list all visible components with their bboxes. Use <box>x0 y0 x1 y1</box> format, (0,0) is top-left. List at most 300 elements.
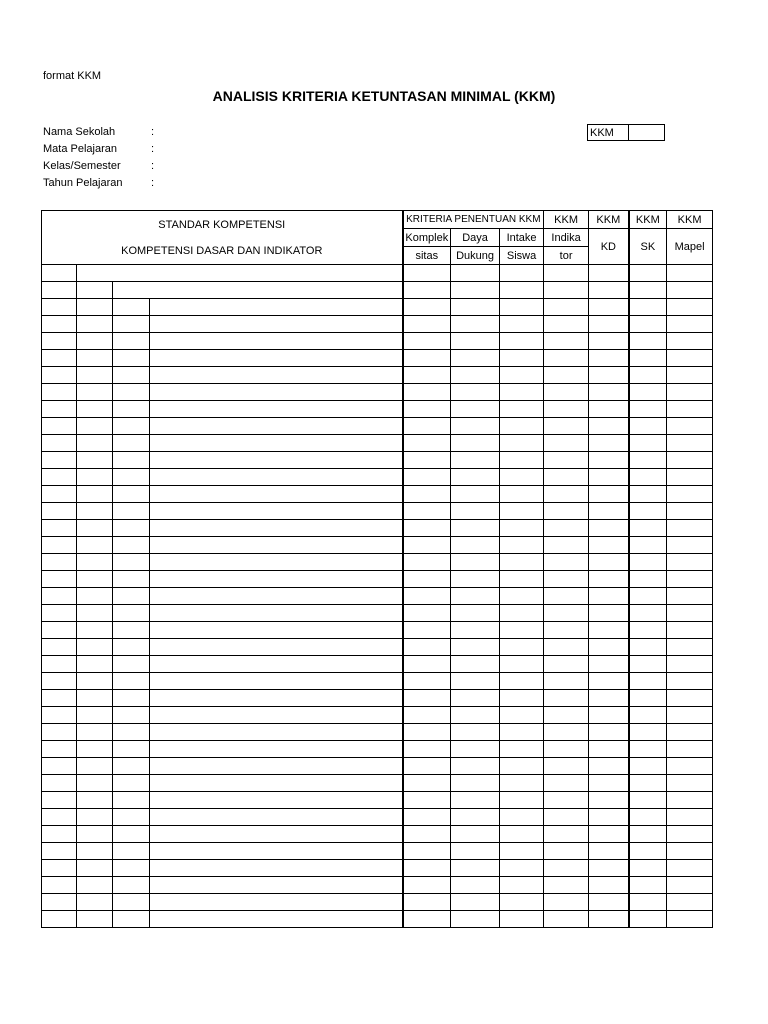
table-cell[interactable] <box>77 894 113 911</box>
table-cell[interactable] <box>451 758 500 775</box>
table-cell[interactable] <box>451 554 500 571</box>
table-cell[interactable] <box>500 503 544 520</box>
table-cell[interactable] <box>150 690 403 707</box>
table-cell[interactable] <box>500 809 544 826</box>
table-cell[interactable] <box>667 775 713 792</box>
table-cell[interactable] <box>403 622 451 639</box>
table-cell[interactable] <box>629 605 667 622</box>
table-cell[interactable] <box>629 877 667 894</box>
table-cell[interactable] <box>403 741 451 758</box>
table-cell[interactable] <box>500 520 544 537</box>
table-cell[interactable] <box>629 826 667 843</box>
table-cell[interactable] <box>451 571 500 588</box>
table-cell[interactable] <box>113 860 150 877</box>
table-cell[interactable] <box>500 826 544 843</box>
table-cell[interactable] <box>589 792 629 809</box>
table-cell[interactable] <box>77 503 113 520</box>
table-cell[interactable] <box>150 809 403 826</box>
table-cell[interactable] <box>667 826 713 843</box>
table-cell[interactable] <box>150 418 403 435</box>
table-cell[interactable] <box>589 452 629 469</box>
table-cell[interactable] <box>544 639 589 656</box>
table-cell[interactable] <box>403 316 451 333</box>
table-cell[interactable] <box>113 622 150 639</box>
table-cell[interactable] <box>589 299 629 316</box>
table-cell[interactable] <box>629 384 667 401</box>
table-cell[interactable] <box>42 690 77 707</box>
table-cell[interactable] <box>667 554 713 571</box>
table-cell[interactable] <box>42 384 77 401</box>
table-cell[interactable] <box>150 775 403 792</box>
table-cell[interactable] <box>667 707 713 724</box>
table-cell[interactable] <box>150 384 403 401</box>
table-cell[interactable] <box>42 588 77 605</box>
table-cell[interactable] <box>544 894 589 911</box>
table-cell[interactable] <box>667 418 713 435</box>
table-cell[interactable] <box>544 418 589 435</box>
table-cell[interactable] <box>667 741 713 758</box>
table-cell[interactable] <box>629 690 667 707</box>
table-cell[interactable] <box>403 265 451 282</box>
table-cell[interactable] <box>42 758 77 775</box>
table-cell[interactable] <box>42 418 77 435</box>
table-cell[interactable] <box>667 571 713 588</box>
table-cell[interactable] <box>667 758 713 775</box>
table-cell[interactable] <box>113 894 150 911</box>
table-cell[interactable] <box>500 758 544 775</box>
table-cell[interactable] <box>42 707 77 724</box>
table-cell[interactable] <box>500 435 544 452</box>
table-cell[interactable] <box>451 877 500 894</box>
table-cell[interactable] <box>77 333 113 350</box>
table-cell[interactable] <box>77 265 403 282</box>
table-cell[interactable] <box>451 724 500 741</box>
table-cell[interactable] <box>77 435 113 452</box>
table-cell[interactable] <box>42 622 77 639</box>
table-cell[interactable] <box>667 316 713 333</box>
table-cell[interactable] <box>544 486 589 503</box>
table-cell[interactable] <box>42 775 77 792</box>
table-cell[interactable] <box>42 894 77 911</box>
table-cell[interactable] <box>500 877 544 894</box>
table-cell[interactable] <box>667 282 713 299</box>
table-cell[interactable] <box>629 520 667 537</box>
table-cell[interactable] <box>42 452 77 469</box>
table-cell[interactable] <box>113 503 150 520</box>
table-cell[interactable] <box>544 469 589 486</box>
table-cell[interactable] <box>403 809 451 826</box>
table-cell[interactable] <box>500 554 544 571</box>
table-cell[interactable] <box>113 299 150 316</box>
table-cell[interactable] <box>77 469 113 486</box>
table-cell[interactable] <box>150 571 403 588</box>
table-cell[interactable] <box>500 316 544 333</box>
table-cell[interactable] <box>42 639 77 656</box>
table-cell[interactable] <box>629 367 667 384</box>
table-cell[interactable] <box>667 894 713 911</box>
table-cell[interactable] <box>629 809 667 826</box>
table-cell[interactable] <box>544 401 589 418</box>
table-cell[interactable] <box>451 775 500 792</box>
table-cell[interactable] <box>451 826 500 843</box>
table-cell[interactable] <box>544 384 589 401</box>
table-cell[interactable] <box>667 367 713 384</box>
table-cell[interactable] <box>667 486 713 503</box>
table-cell[interactable] <box>150 520 403 537</box>
table-cell[interactable] <box>42 333 77 350</box>
table-cell[interactable] <box>150 622 403 639</box>
table-cell[interactable] <box>150 758 403 775</box>
table-cell[interactable] <box>77 724 113 741</box>
table-cell[interactable] <box>451 911 500 928</box>
table-cell[interactable] <box>500 622 544 639</box>
table-cell[interactable] <box>403 469 451 486</box>
table-cell[interactable] <box>150 673 403 690</box>
table-cell[interactable] <box>629 350 667 367</box>
table-cell[interactable] <box>629 316 667 333</box>
table-cell[interactable] <box>589 418 629 435</box>
table-cell[interactable] <box>42 282 77 299</box>
table-cell[interactable] <box>589 537 629 554</box>
table-cell[interactable] <box>403 877 451 894</box>
table-cell[interactable] <box>42 469 77 486</box>
table-cell[interactable] <box>589 486 629 503</box>
table-cell[interactable] <box>544 350 589 367</box>
table-cell[interactable] <box>113 605 150 622</box>
table-cell[interactable] <box>544 792 589 809</box>
table-cell[interactable] <box>589 826 629 843</box>
table-cell[interactable] <box>544 316 589 333</box>
table-cell[interactable] <box>589 775 629 792</box>
table-cell[interactable] <box>667 673 713 690</box>
table-cell[interactable] <box>667 792 713 809</box>
table-cell[interactable] <box>150 537 403 554</box>
table-cell[interactable] <box>589 367 629 384</box>
table-cell[interactable] <box>403 826 451 843</box>
table-cell[interactable] <box>667 843 713 860</box>
table-cell[interactable] <box>629 554 667 571</box>
table-cell[interactable] <box>589 605 629 622</box>
table-cell[interactable] <box>500 367 544 384</box>
table-cell[interactable] <box>113 758 150 775</box>
table-cell[interactable] <box>113 843 150 860</box>
table-cell[interactable] <box>113 452 150 469</box>
table-cell[interactable] <box>42 299 77 316</box>
table-cell[interactable] <box>403 503 451 520</box>
table-cell[interactable] <box>113 282 403 299</box>
table-cell[interactable] <box>113 554 150 571</box>
table-cell[interactable] <box>77 690 113 707</box>
table-cell[interactable] <box>500 265 544 282</box>
table-cell[interactable] <box>113 469 150 486</box>
table-cell[interactable] <box>667 299 713 316</box>
table-cell[interactable] <box>113 401 150 418</box>
table-cell[interactable] <box>629 588 667 605</box>
table-cell[interactable] <box>629 911 667 928</box>
table-cell[interactable] <box>589 690 629 707</box>
table-cell[interactable] <box>42 486 77 503</box>
table-cell[interactable] <box>629 656 667 673</box>
table-cell[interactable] <box>500 656 544 673</box>
table-cell[interactable] <box>451 588 500 605</box>
table-cell[interactable] <box>451 469 500 486</box>
table-cell[interactable] <box>113 588 150 605</box>
table-cell[interactable] <box>451 741 500 758</box>
table-cell[interactable] <box>667 911 713 928</box>
table-cell[interactable] <box>544 741 589 758</box>
table-cell[interactable] <box>403 673 451 690</box>
table-cell[interactable] <box>77 537 113 554</box>
table-cell[interactable] <box>451 333 500 350</box>
table-cell[interactable] <box>451 639 500 656</box>
table-cell[interactable] <box>500 571 544 588</box>
table-cell[interactable] <box>629 401 667 418</box>
table-cell[interactable] <box>77 741 113 758</box>
table-cell[interactable] <box>500 299 544 316</box>
table-cell[interactable] <box>42 809 77 826</box>
table-cell[interactable] <box>150 843 403 860</box>
table-cell[interactable] <box>403 350 451 367</box>
table-cell[interactable] <box>500 860 544 877</box>
table-cell[interactable] <box>113 911 150 928</box>
table-cell[interactable] <box>629 571 667 588</box>
table-cell[interactable] <box>77 588 113 605</box>
table-cell[interactable] <box>403 775 451 792</box>
table-cell[interactable] <box>629 452 667 469</box>
table-cell[interactable] <box>403 299 451 316</box>
table-cell[interactable] <box>403 792 451 809</box>
table-cell[interactable] <box>113 537 150 554</box>
table-cell[interactable] <box>451 656 500 673</box>
table-cell[interactable] <box>544 877 589 894</box>
table-cell[interactable] <box>403 911 451 928</box>
table-cell[interactable] <box>667 384 713 401</box>
table-cell[interactable] <box>451 843 500 860</box>
table-cell[interactable] <box>589 282 629 299</box>
table-cell[interactable] <box>77 282 113 299</box>
table-cell[interactable] <box>403 894 451 911</box>
table-cell[interactable] <box>113 775 150 792</box>
table-cell[interactable] <box>544 843 589 860</box>
table-cell[interactable] <box>150 639 403 656</box>
table-cell[interactable] <box>113 333 150 350</box>
table-cell[interactable] <box>42 367 77 384</box>
table-cell[interactable] <box>150 724 403 741</box>
table-cell[interactable] <box>544 520 589 537</box>
table-cell[interactable] <box>113 656 150 673</box>
table-cell[interactable] <box>77 860 113 877</box>
table-cell[interactable] <box>113 367 150 384</box>
table-cell[interactable] <box>403 656 451 673</box>
table-cell[interactable] <box>667 469 713 486</box>
table-cell[interactable] <box>589 877 629 894</box>
table-cell[interactable] <box>403 537 451 554</box>
table-cell[interactable] <box>500 350 544 367</box>
table-cell[interactable] <box>42 911 77 928</box>
table-cell[interactable] <box>150 503 403 520</box>
table-cell[interactable] <box>451 622 500 639</box>
table-cell[interactable] <box>544 452 589 469</box>
table-cell[interactable] <box>589 316 629 333</box>
table-cell[interactable] <box>403 588 451 605</box>
table-cell[interactable] <box>77 520 113 537</box>
table-cell[interactable] <box>629 418 667 435</box>
table-cell[interactable] <box>667 622 713 639</box>
table-cell[interactable] <box>150 911 403 928</box>
table-cell[interactable] <box>544 503 589 520</box>
table-cell[interactable] <box>500 707 544 724</box>
table-cell[interactable] <box>113 724 150 741</box>
table-cell[interactable] <box>150 469 403 486</box>
table-cell[interactable] <box>589 622 629 639</box>
table-cell[interactable] <box>589 554 629 571</box>
table-cell[interactable] <box>113 707 150 724</box>
table-cell[interactable] <box>544 656 589 673</box>
table-cell[interactable] <box>589 333 629 350</box>
table-cell[interactable] <box>500 690 544 707</box>
table-cell[interactable] <box>403 554 451 571</box>
table-cell[interactable] <box>113 673 150 690</box>
table-cell[interactable] <box>42 860 77 877</box>
table-cell[interactable] <box>500 452 544 469</box>
table-cell[interactable] <box>667 265 713 282</box>
table-cell[interactable] <box>667 588 713 605</box>
table-cell[interactable] <box>500 418 544 435</box>
table-cell[interactable] <box>77 877 113 894</box>
table-cell[interactable] <box>544 622 589 639</box>
table-cell[interactable] <box>629 486 667 503</box>
table-cell[interactable] <box>113 486 150 503</box>
table-cell[interactable] <box>667 877 713 894</box>
table-cell[interactable] <box>77 758 113 775</box>
table-cell[interactable] <box>544 758 589 775</box>
table-cell[interactable] <box>451 707 500 724</box>
table-cell[interactable] <box>667 690 713 707</box>
table-cell[interactable] <box>451 316 500 333</box>
table-cell[interactable] <box>629 724 667 741</box>
table-cell[interactable] <box>500 843 544 860</box>
table-cell[interactable] <box>544 673 589 690</box>
table-cell[interactable] <box>589 656 629 673</box>
table-cell[interactable] <box>42 520 77 537</box>
table-cell[interactable] <box>77 809 113 826</box>
table-cell[interactable] <box>667 452 713 469</box>
table-cell[interactable] <box>113 520 150 537</box>
table-cell[interactable] <box>589 724 629 741</box>
table-cell[interactable] <box>403 639 451 656</box>
table-cell[interactable] <box>544 588 589 605</box>
table-cell[interactable] <box>451 486 500 503</box>
table-cell[interactable] <box>403 724 451 741</box>
table-cell[interactable] <box>629 503 667 520</box>
table-cell[interactable] <box>403 452 451 469</box>
table-cell[interactable] <box>500 588 544 605</box>
table-cell[interactable] <box>403 418 451 435</box>
kkm-box-value[interactable] <box>629 125 664 140</box>
table-cell[interactable] <box>113 826 150 843</box>
table-cell[interactable] <box>77 486 113 503</box>
table-cell[interactable] <box>667 809 713 826</box>
table-cell[interactable] <box>500 894 544 911</box>
table-cell[interactable] <box>667 350 713 367</box>
table-cell[interactable] <box>42 537 77 554</box>
table-cell[interactable] <box>77 843 113 860</box>
table-cell[interactable] <box>500 792 544 809</box>
table-cell[interactable] <box>629 758 667 775</box>
table-cell[interactable] <box>500 605 544 622</box>
table-cell[interactable] <box>500 401 544 418</box>
table-cell[interactable] <box>544 265 589 282</box>
table-cell[interactable] <box>150 741 403 758</box>
table-cell[interactable] <box>544 435 589 452</box>
table-cell[interactable] <box>77 656 113 673</box>
table-cell[interactable] <box>77 605 113 622</box>
table-cell[interactable] <box>589 911 629 928</box>
table-cell[interactable] <box>500 775 544 792</box>
table-cell[interactable] <box>77 401 113 418</box>
table-cell[interactable] <box>667 333 713 350</box>
table-cell[interactable] <box>150 554 403 571</box>
table-cell[interactable] <box>589 571 629 588</box>
table-cell[interactable] <box>629 469 667 486</box>
table-cell[interactable] <box>589 809 629 826</box>
table-cell[interactable] <box>589 673 629 690</box>
table-cell[interactable] <box>544 554 589 571</box>
table-cell[interactable] <box>629 265 667 282</box>
table-cell[interactable] <box>500 282 544 299</box>
table-cell[interactable] <box>544 605 589 622</box>
table-cell[interactable] <box>77 452 113 469</box>
table-cell[interactable] <box>113 350 150 367</box>
table-cell[interactable] <box>150 316 403 333</box>
table-cell[interactable] <box>667 520 713 537</box>
table-cell[interactable] <box>451 452 500 469</box>
table-cell[interactable] <box>500 486 544 503</box>
table-cell[interactable] <box>150 605 403 622</box>
table-cell[interactable] <box>544 367 589 384</box>
table-cell[interactable] <box>451 367 500 384</box>
table-cell[interactable] <box>42 656 77 673</box>
table-cell[interactable] <box>544 537 589 554</box>
table-cell[interactable] <box>42 571 77 588</box>
table-cell[interactable] <box>667 639 713 656</box>
table-cell[interactable] <box>629 741 667 758</box>
table-cell[interactable] <box>629 792 667 809</box>
table-cell[interactable] <box>451 690 500 707</box>
table-cell[interactable] <box>451 435 500 452</box>
table-cell[interactable] <box>403 690 451 707</box>
table-cell[interactable] <box>42 826 77 843</box>
table-cell[interactable] <box>150 435 403 452</box>
table-cell[interactable] <box>150 333 403 350</box>
table-cell[interactable] <box>451 860 500 877</box>
table-cell[interactable] <box>403 486 451 503</box>
table-cell[interactable] <box>589 384 629 401</box>
table-cell[interactable] <box>403 758 451 775</box>
table-cell[interactable] <box>113 741 150 758</box>
table-cell[interactable] <box>451 605 500 622</box>
table-cell[interactable] <box>629 775 667 792</box>
table-cell[interactable] <box>451 282 500 299</box>
table-cell[interactable] <box>113 792 150 809</box>
table-cell[interactable] <box>451 792 500 809</box>
table-cell[interactable] <box>451 503 500 520</box>
table-cell[interactable] <box>150 367 403 384</box>
table-cell[interactable] <box>589 435 629 452</box>
table-cell[interactable] <box>589 860 629 877</box>
table-cell[interactable] <box>589 503 629 520</box>
table-cell[interactable] <box>544 809 589 826</box>
